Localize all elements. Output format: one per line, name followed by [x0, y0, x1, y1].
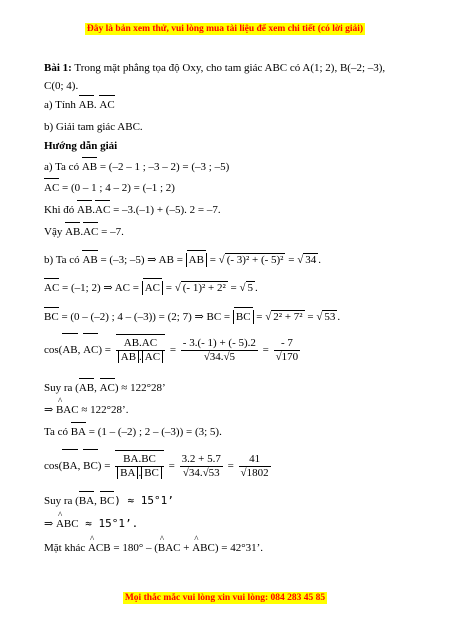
fraction [274, 337, 301, 364]
sqrt-expression: (- 1)² + 2² [182, 282, 226, 294]
denominator: √34.√5 [203, 350, 236, 363]
problem-statement [44, 61, 420, 75]
magnitude-ab: AB [118, 351, 139, 363]
solution-heading: Hướng dẫn giải [44, 140, 118, 152]
sqrt-result: 34 [305, 254, 317, 266]
part-a-label: a) Tính [44, 99, 76, 111]
sqrt-result: 5 [247, 282, 254, 294]
text: + [180, 542, 193, 554]
text: Ta có [44, 426, 68, 438]
vector-ac: AC [99, 382, 115, 394]
magnitude-ba: BA [117, 467, 138, 479]
angle-bac: ^ BAC [158, 541, 181, 555]
vector-ac: AC [83, 226, 99, 238]
solution-line-8 [44, 425, 420, 439]
magnitude-bc: BC [141, 467, 162, 479]
numerator: 41 [239, 453, 271, 467]
fraction: $\frac{BA.BC}{BA . BC}$ [115, 453, 164, 480]
text: = –3.(–1) + (–5). 2 = –7. [110, 204, 221, 216]
text: = (–1; 2) ⇒ AC = [59, 282, 139, 294]
numerator: - 3.(- 1) + (- 5).2 [182, 336, 256, 349]
text: = (1 – (–2) ; 2 – (–3)) = (3; 5). [86, 426, 222, 438]
text: Suy ra ( [44, 382, 79, 394]
text: ) ≈ 15°1’ [114, 494, 174, 507]
vector-ba: BA [70, 426, 86, 438]
sqrt-expression: 2² + 7² [273, 311, 303, 323]
solution-line-4: Vậy AB.AC = –7. [44, 226, 124, 238]
problem-text-1: Trong mặt phẳng tọa độ Oxy, cho tam giác ABC có A(1; 2), B(–2; –3), [71, 62, 386, 74]
text: Suy ra ( [44, 495, 79, 507]
solution-line-2 [44, 181, 420, 195]
sqrt-result: 53 [324, 311, 336, 323]
part-a [44, 98, 420, 112]
text: ) = 42°31’. [214, 542, 264, 554]
denominator: √170 [275, 350, 299, 363]
vector-ab: AB [78, 382, 95, 394]
vector-ac: AC [44, 182, 60, 194]
text: b) Ta có [44, 254, 80, 266]
denominator: √1802 [240, 466, 269, 479]
text: Vậy [44, 226, 63, 238]
text: Khi đó [44, 204, 75, 216]
preview-banner [0, 24, 450, 34]
cosine-formula-1: cos(AB, AC) = $\frac{AB.AC}{AB . AC}$ = $\frac{- 3.(- 1) + (- 5).2}{√34.√5}$ = $\frac{- 7}{√170}$ [44, 336, 299, 363]
problem-text-2: C(0; 4). [44, 80, 79, 92]
text: ) = [98, 344, 112, 356]
text: a) Ta có [44, 161, 80, 173]
final-line [44, 541, 420, 555]
vector-bc: BC [44, 311, 59, 323]
numerator: 3.2 + 5.7 [181, 452, 221, 465]
dot-operator: . [93, 99, 97, 111]
cosine-formula-2: cos(BA, BC) = $\frac{BA.BC}{BA . BC}$ = $\frac{3.2 + 5.7}{√34.√53}$ = $\frac{41}{√1802}$ [44, 452, 269, 479]
problem-label: Bài 1: [44, 62, 72, 74]
vector-ab: AB [65, 226, 81, 238]
magnitude-ac: AC [142, 281, 163, 295]
vector-ba: BA [62, 452, 77, 480]
vector-ac: AC [99, 99, 115, 111]
magnitude-ac: AC [142, 351, 163, 363]
numerator: AB.AC [116, 337, 165, 351]
result-line-2: Suy ra (BA, BC) ≈ 15°1’ [44, 494, 174, 507]
text: = (–2 – 1 ; –3 – 2) = (–3 ; –5) [97, 161, 230, 173]
text: = –7. [98, 226, 124, 238]
sqrt-expression: (- 3)² + (- 5)² [226, 254, 284, 266]
vector-ab: AB [82, 254, 98, 266]
vector-bc: BC [99, 495, 115, 507]
text: ) ≈ 122°28’ [114, 382, 166, 394]
text: cos( [44, 344, 63, 356]
magnitude-bc: BC [233, 310, 254, 324]
angle-abc: ^ ABC [56, 517, 79, 531]
magnitude-ab: AB [186, 253, 207, 267]
angle-abc: ^ ABC [192, 541, 215, 555]
fraction [239, 453, 271, 480]
vector-ac: AC [44, 282, 60, 294]
text: cos( [44, 460, 63, 472]
part-b [44, 120, 420, 134]
text: = [206, 254, 216, 266]
solution-line-6: AC = (–1; 2) ⇒ AC = AC = √ (- 1)² + 2² = √ 5 . [44, 282, 258, 294]
solution-line-5: b) Ta có AB = (–3; –5) ⇒ AB = AB = √ (- 3)² + (- 5)² = √ 34 . [44, 254, 321, 266]
angle-abc-result: ⇒ ^ ABC ≈ 15°1’. [44, 517, 420, 531]
text: ≈ 122°28’. [78, 404, 129, 416]
text: ≈ 15°1’. [78, 517, 139, 530]
vector-ab: AB [81, 161, 98, 173]
angle-bac-result: ⇒ ^ BAC ≈ 122°28’. [44, 403, 420, 417]
text: ) = [97, 460, 111, 472]
text: = (0 – (–2) ; 4 – (–3)) = (2; 7) ⇒ BC = [58, 311, 231, 323]
angle-acb: ^ ACB [88, 541, 111, 555]
denominator: √34.√53 [182, 466, 220, 479]
contact-banner-text: Mọi thắc mắc vui lòng xin vui lòng: 084 283 45 85 [124, 593, 326, 603]
vector-ab: AB [77, 204, 93, 216]
vector-ba: BA [78, 495, 95, 507]
vector-ac: AC [95, 204, 111, 216]
fraction [180, 453, 223, 480]
vector-ab: AB [78, 99, 94, 111]
solution-line-1 [44, 160, 420, 174]
result-line-1: Suy ra (AB, AC) ≈ 122°28’ [44, 382, 166, 394]
text: = 180° – ( [110, 542, 158, 554]
contact-banner [0, 593, 450, 603]
vector-ac: AC [83, 336, 98, 364]
text: = (–3; –5) ⇒ AB = [97, 254, 183, 266]
fraction: $\frac{AB.AC}{AB . AC}$ [116, 337, 165, 364]
problem-statement-cont [44, 79, 420, 93]
solution-line-7: BC = (0 – (–2) ; 4 – (–3)) = (2; 7) ⇒ BC = BC = √ 2² + 7² = √ 53 . [44, 311, 341, 323]
numerator: BA.BC [115, 453, 164, 467]
part-b-label: b) Giải tam giác ABC. [44, 121, 143, 133]
angle-bac: ^ BAC [56, 403, 79, 417]
vector-ab: AB [62, 336, 77, 364]
solution-line-3: Khi đó AB.AC = –3.(–1) + (–5). 2 = –7. [44, 204, 221, 216]
numerator: - 7 [274, 337, 301, 351]
preview-banner-text: Đây là bản xem thử, vui lòng mua tài liệu để xem chi tiết (có lời giải) [86, 24, 364, 34]
text: Mặt khác [44, 542, 88, 554]
text: = (0 – 1 ; 4 – 2) = (–1 ; 2) [59, 182, 175, 194]
vector-bc: BC [83, 452, 98, 480]
text: = [285, 254, 298, 266]
fraction [181, 337, 258, 364]
